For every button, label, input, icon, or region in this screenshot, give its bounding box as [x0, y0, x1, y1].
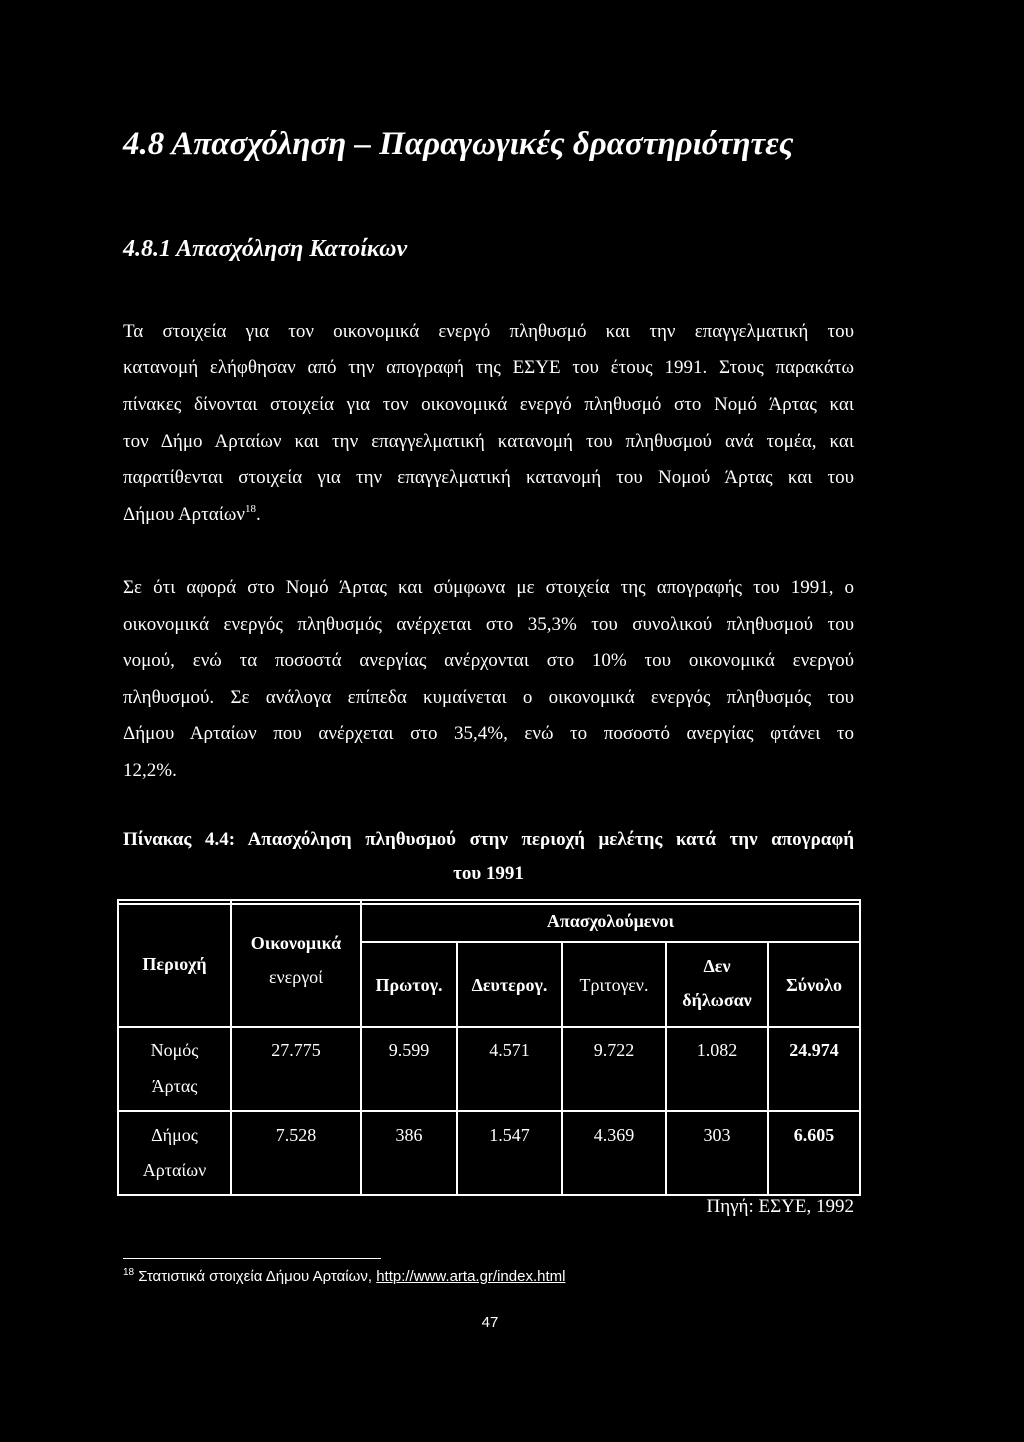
footnote-number: 18	[123, 1267, 135, 1278]
cell-region: Νομός	[150, 1040, 199, 1060]
header-total: Σύνολο	[786, 975, 842, 995]
paragraph-line: τον Δήμο Αρταίων και την επαγγελματική κατανομή του πληθυσμού ανά τομέα, και	[123, 431, 854, 452]
paragraph-line: Σε ότι αφορά στο Νομό Άρτας και σύμφωνα με στοιχεία της απογραφής του 1991, ο	[123, 577, 854, 598]
footnote-reference: 18	[244, 503, 256, 515]
cell-tertiary: 4.369	[593, 1125, 635, 1145]
paragraph-line: 12,2%.	[123, 760, 177, 781]
header-active: Οικονομικά	[250, 933, 342, 953]
paragraph-line: παρατίθενται στοιχεία για την επαγγελματική κατανομή του Νομού Άρτας και του	[123, 467, 854, 488]
paragraph-line: οικονομικά ενεργός πληθυσμός ανέρχεται στο 35,3% του συνολικού πληθυσμού του	[123, 614, 854, 635]
header-region: Περιοχή	[142, 954, 207, 974]
cell-region-line2: Άρτας	[151, 1076, 198, 1096]
table-caption: Πίνακας 4.4: Απασχόληση πληθυσμού στην περιοχή μελέτης κατά την απογραφή	[123, 829, 854, 850]
paragraph-line: Τα στοιχεία για τον οικονομικά ενεργό πληθυσμό και την επαγγελματική του	[123, 321, 854, 342]
footnote-text: Στατιστικά στοιχεία Δήμου Αρταίων,	[134, 1268, 377, 1285]
table-source: Πηγή: ΕΣΥΕ, 1992	[706, 1196, 854, 1217]
page-number: 47	[481, 1314, 499, 1331]
header-secondary: Δευτερογ.	[471, 975, 548, 995]
cell-active: 7.528	[275, 1125, 317, 1145]
header-undeclared: Δεν	[703, 956, 731, 976]
header-employed: Απασχολούμενοι	[546, 911, 675, 931]
paragraph-line: κατανομή ελήφθησαν από την απογραφή της ΕΣΥΕ του έτους 1991. Στους παρακάτω	[123, 357, 854, 378]
paragraph-line: Δήμου Αρταίων που ανέρχεται στο 35,4%, ενώ το ποσοστό ανεργίας φτάνει το	[123, 723, 854, 744]
table-caption-year: του 1991	[453, 863, 524, 884]
cell-undeclared: 1.082	[696, 1040, 738, 1060]
cell-secondary: 1.547	[489, 1125, 530, 1145]
footnote	[123, 1268, 565, 1285]
cell-secondary: 4.571	[489, 1040, 530, 1060]
cell-total: 24.974	[789, 1040, 839, 1060]
cell-region: Δήμος	[151, 1125, 198, 1145]
cell-tertiary: 9.722	[593, 1040, 635, 1060]
cell-active: 27.775	[271, 1040, 321, 1060]
cell-total: 6.605	[793, 1125, 835, 1145]
paragraph-text: Δήμου Αρταίων	[123, 504, 245, 525]
footnote-divider	[123, 1258, 381, 1259]
paragraph-text: .	[255, 504, 261, 525]
header-primary: Πρωτογ.	[375, 975, 443, 995]
paragraph-line: πληθυσμού. Σε ανάλογα επίπεδα κυμαίνεται ο οικονομικά ενεργός πληθυσμός του	[123, 687, 854, 708]
paragraph-line: πίνακες δίνονται στοιχεία για τον οικονομικά ενεργό πληθυσμό στο Νομό Άρτας και	[123, 394, 854, 415]
paragraph-line: νομού, ενώ τα ποσοστά ανεργίας ανέρχονται στο 10% του οικονομικά ενεργού	[123, 650, 854, 671]
cell-undeclared: 303	[703, 1125, 731, 1145]
header-active-line2: ενεργοί	[268, 967, 324, 987]
chapter-title: 4.8 Απασχόληση – Παραγωγικές δραστηριότητες	[123, 126, 794, 162]
section-title: 4.8.1 Απασχόληση Κατοίκων	[123, 236, 408, 262]
cell-primary: 386	[395, 1125, 423, 1145]
footnote-link[interactable]: http://www.arta.gr/index.html	[376, 1268, 566, 1285]
header-tertiary: Τριτογεν.	[579, 975, 649, 995]
header-undeclared-line2: δήλωσαν	[682, 990, 752, 1010]
cell-region-line2: Αρταίων	[142, 1160, 207, 1180]
cell-primary: 9.599	[388, 1040, 430, 1060]
